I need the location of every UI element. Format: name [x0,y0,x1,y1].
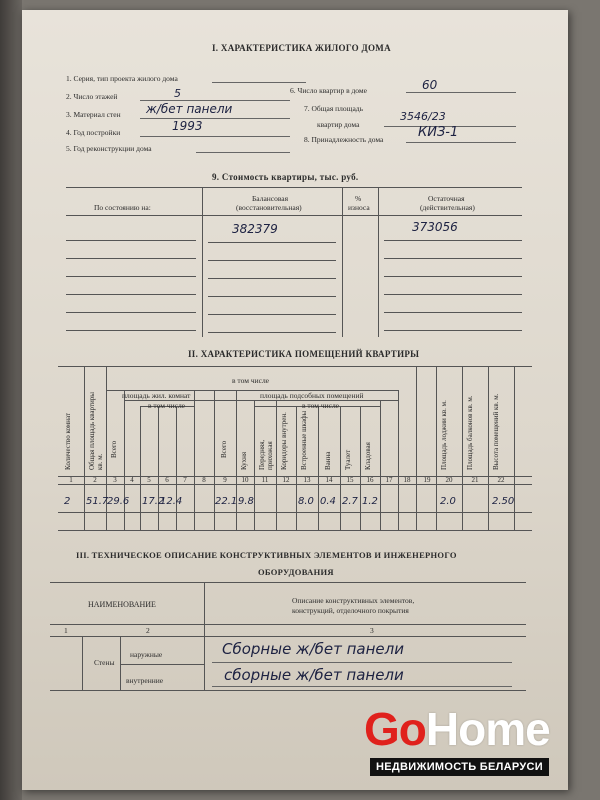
cost-col-wear-1: % [355,194,362,203]
floors-value: 5 [174,87,181,100]
header-total-area: Общая площадь квартиры кв. м. [88,392,104,470]
section1-title: I. ХАРАКТЕРИСТИКА ЖИЛОГО ДОМА [212,43,391,53]
aux-incl-header: в том числе [302,401,340,410]
in-total-header: в том числе [232,376,270,385]
reconstruction-year-label: 5. Год реконструкции дома [66,144,152,153]
inner-walls-label: внутренние [126,676,164,685]
construction-col-desc-1: Описание конструктивных элементов, [292,596,415,605]
cost-col-balance-1: Балансовая [252,194,289,203]
cost-col-residual-2: (действительная) [420,203,475,212]
section9-title: 9. Стоимость квартиры, тыс. руб. [212,172,359,182]
col-number: 11 [261,476,269,484]
cell-closets: 0.4 [320,496,336,507]
living-incl-header: в том числе [148,401,186,410]
cell-toilet: 1.2 [362,496,378,507]
balance-value: 382379 [232,222,278,236]
apartments-count-label: 6. Число квартир в доме [290,86,367,95]
cell-height: 2.50 [492,496,515,507]
cell-loggia: 2.0 [440,496,456,507]
aux-area-header: площадь подсобных помещений [260,391,364,400]
walls-label: Стены [94,658,115,667]
outer-walls-label: наружные [130,650,163,659]
living-area-header: площадь жил. комнат [122,391,191,400]
gohome-logo [364,703,564,780]
section3-title-1: III. ТЕХНИЧЕСКОЕ ОПИСАНИЕ КОНСТРУКТИВНЫХ ЭЛЕМЕНТОВ И ИНЖЕНЕРНОГО [76,550,457,560]
col-number: 17 [385,476,393,484]
cost-col-residual-1: Остаточная [428,194,465,203]
col-number: 20 [445,476,453,484]
logo-subtitle: НЕДВИЖИМОСТЬ БЕЛАРУСИ [370,758,549,776]
logo-wordmark [364,703,550,755]
header-loggia: Площадь лоджии кв. м. [440,400,448,470]
cell-room1: 17.2 [142,496,165,507]
cost-col-wear-2: износа [348,203,370,212]
header-closets: Встроенные шкафы [300,410,308,470]
col-number: 1 [69,476,73,484]
col-number: 15 [346,476,354,484]
col-number: 6 [165,476,169,484]
cell-kitchen: 9.8 [238,496,254,507]
header-kitchen: Кухня [240,451,248,470]
cell-room2: 12.4 [160,496,183,507]
total-area-label-1: 7. Общая площадь [304,104,364,113]
residual-value: 373056 [412,220,458,234]
header-living-total: Всего [110,440,118,458]
outer-walls-value: Сборные ж/бет панели [222,640,404,658]
col-number: 2 [93,476,97,484]
col-number: 8 [202,476,206,484]
inner-walls-value: сборные ж/бет панели [224,666,404,684]
wall-material-value: ж/бет панели [146,102,233,116]
col-number: 16 [366,476,374,484]
col-number: 18 [403,476,411,484]
section2-title: II. ХАРАКТЕРИСТИКА ПОМЕЩЕНИЙ КВАРТИРЫ [188,349,420,359]
header-corridors: Коридоры внутрен. [280,412,288,470]
built-year-value: 1993 [172,119,203,133]
cost-col-date: По состоянию на: [94,203,151,212]
header-hall: Передняя, прихожая [258,439,274,470]
floors-label: 2. Число этажей [66,92,118,101]
section3-title-2: ОБОРУДОВАНИЯ [258,567,334,577]
header-bath: Ванна [324,451,332,470]
construction-col-num-3: 3 [370,626,374,635]
header-rooms: Количество комнат [64,412,72,470]
header-toilet: Туалет [344,449,352,470]
wall-material-label: 3. Материал стен [66,110,121,119]
col-number: 7 [183,476,187,484]
col-number: 14 [325,476,333,484]
built-year-label: 4. Год постройки [66,128,121,137]
total-area-value: 3546/23 [400,110,446,123]
construction-col-num-1: 1 [64,626,68,635]
total-area-label-2: квартир дома [317,120,360,129]
construction-col-desc-2: конструкций, отделочного покрытия [292,606,409,615]
cell-total-area: 51.7 [86,496,109,507]
logo-go: Go [364,703,426,755]
col-number: 13 [303,476,311,484]
header-pantry: Кладовая [364,442,372,470]
col-number: 5 [147,476,151,484]
logo-home: Home [425,703,550,755]
cell-aux: 22.1 [215,496,238,507]
col-number: 22 [497,476,505,484]
col-number: 4 [130,476,134,484]
cost-col-balance-2: (восстановительная) [236,203,302,212]
col-number: 10 [241,476,249,484]
background-edge [0,0,22,800]
col-number: 19 [423,476,431,484]
construction-col-num-2: 2 [146,626,150,635]
cell-living: 29.6 [107,496,130,507]
header-height: Высота помещений кв. м. [492,393,500,470]
cell-bath: 2.7 [342,496,358,507]
construction-col-name: НАИМЕНОВАНИЕ [88,600,156,609]
ownership-label: 8. Принадлежность дома [304,135,384,144]
col-number: 9 [223,476,227,484]
cell-corridors: 8.0 [298,496,314,507]
series-label: 1. Серия, тип проекта жилого дома [66,74,178,83]
ownership-value: КИЗ-1 [418,125,459,140]
col-number: 12 [282,476,290,484]
col-number: 21 [471,476,479,484]
cell-rooms: 2 [64,496,71,507]
apartments-count-value: 60 [422,78,438,92]
header-aux-total: Всего [220,440,228,458]
header-balcony: Площадь балконов кв. м. [466,395,474,470]
col-number: 3 [113,476,117,484]
document-page [22,10,568,790]
